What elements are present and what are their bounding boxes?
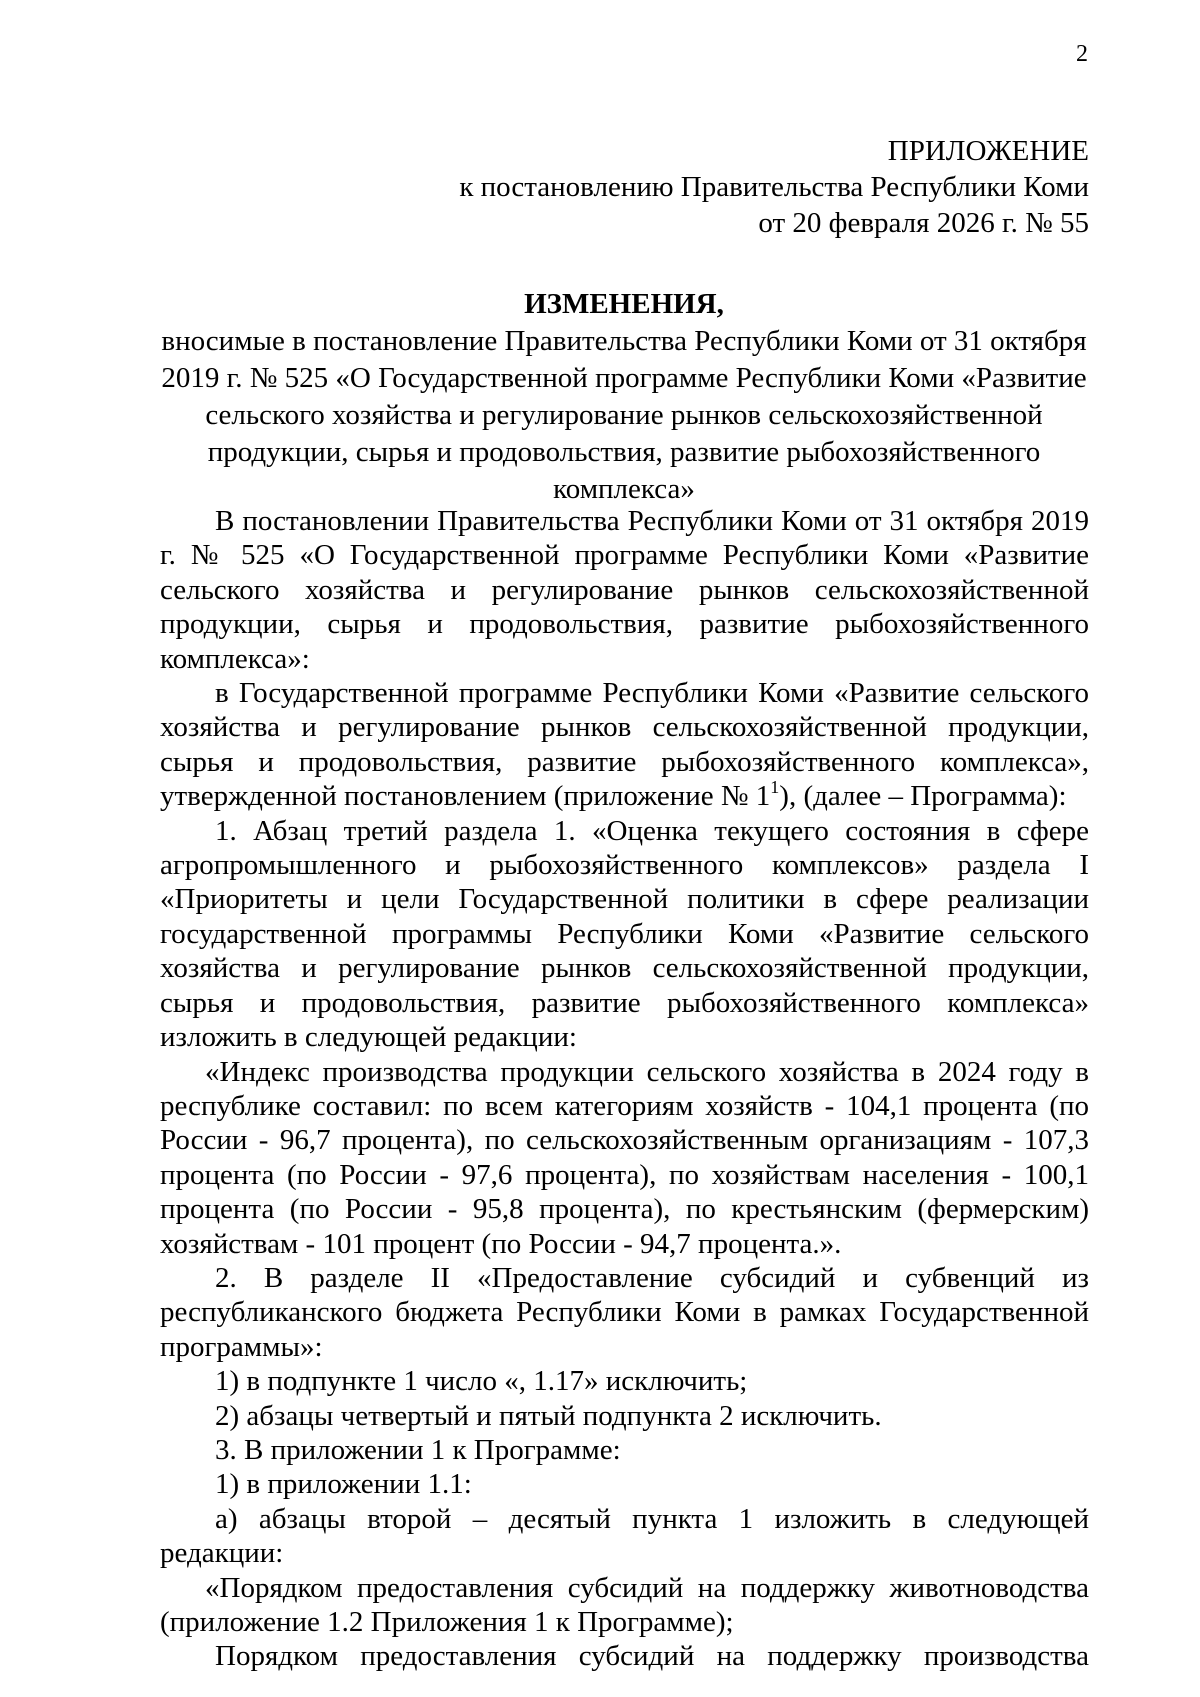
- item-3-paragraph: 3. В приложении 1 к Программе:: [215, 1433, 621, 1466]
- item-2-subitem-2: 2) абзацы четвертый и пятый подпункта 2 исключить.: [215, 1399, 882, 1432]
- program-paragraph: [160, 676, 1089, 814]
- program-paragraph-tail: ), (далее – Программа):: [779, 780, 1067, 813]
- item-3-quote-2: Порядком предоставления субсидий на поддержку производства: [215, 1640, 1089, 1673]
- item-3-quote-1: «Порядком предоставления субсидий на поддержку животноводства (приложение 1.2 Приложения 1 к Программе);: [160, 1571, 1089, 1638]
- page-number: 2: [1076, 41, 1088, 67]
- document-heading: [160, 286, 1088, 508]
- appendix-date-line: от 20 февраля 2026 г. № 55: [758, 207, 1089, 239]
- program-paragraph-text: в Государственной программе Республики Коми «Развитие сельского хозяйства и регулирование рынков сельскохозяйственной продукции, сырья и продовольствия, развитие рыбохозяйственного комплекса», утвержденной постановлением (приложение № 1: [160, 677, 1089, 813]
- item-2-subitem-1: 1) в подпункте 1 число «, 1.17» исключить;: [215, 1365, 748, 1398]
- item-1-paragraph: 1. Абзац третий раздела 1. «Оценка текущего состояния в сфере агропромышленного и рыбохозяйственного комплексов» раздела I «Приоритеты и цели Государственной политики в сфере реализации государственной программы Республики Коми «Развитие сельского хозяйства и регулирование рынков сельскохозяйственной продукции, сырья и продовольствия, развитие рыбохозяйственного комплекса» изложить в следующей редакции:: [160, 814, 1089, 1054]
- heading-subtitle: вносимые в постановление Правительства Республики Коми от 31 октября 2019 г. № 525 «О Государственной программе Республики Коми «Развитие сельского хозяйства и регулирование рынков сельскохозяйственной продукции, сырья и продовольствия, развитие рыбохозяйственного комплекса»: [161, 325, 1087, 505]
- appendix-title: ПРИЛОЖЕНИЕ: [887, 135, 1089, 167]
- footnote-marker: 1: [770, 777, 780, 798]
- heading-title: ИЗМЕНЕНИЯ,: [524, 288, 724, 320]
- item-1-quote: «Индекс производства продукции сельского хозяйства в 2024 году в республике составил: по всем категориям хозяйств - 104,1 процента (по России - 96,7 процента), по сельскохозяйственным организациям - 107,3 процента (по России - 97,6 процента), по хозяйствам населения - 100,1 процента (по России - 95,8 процента), по крестьянским (фермерским) хозяйствам - 101 процент (по России - 94,7 процента.».: [160, 1055, 1089, 1260]
- document-body: [160, 504, 1089, 1674]
- item-2-paragraph: 2. В разделе II «Предоставление субсидий и субвенций из республиканского бюджета Республики Коми в рамках Государственной программы»:: [160, 1261, 1089, 1363]
- appendix-block: [459, 133, 1089, 241]
- item-3-subitem-1a: а) абзацы второй – десятый пункта 1 изложить в следующей редакции:: [160, 1502, 1089, 1570]
- intro-paragraph: В постановлении Правительства Республики Коми от 31 октября 2019 г. № 525 «О Государственной программе Республики Коми «Развитие сельского хозяйства и регулирование рынков сельскохозяйственной продукции, сырья и продовольствия, развитие рыбохозяйственного комплекса»:: [160, 505, 1089, 675]
- item-3-subitem-1: 1) в приложении 1.1:: [215, 1468, 472, 1501]
- appendix-resolution-line: к постановлению Правительства Республики Коми: [459, 171, 1089, 203]
